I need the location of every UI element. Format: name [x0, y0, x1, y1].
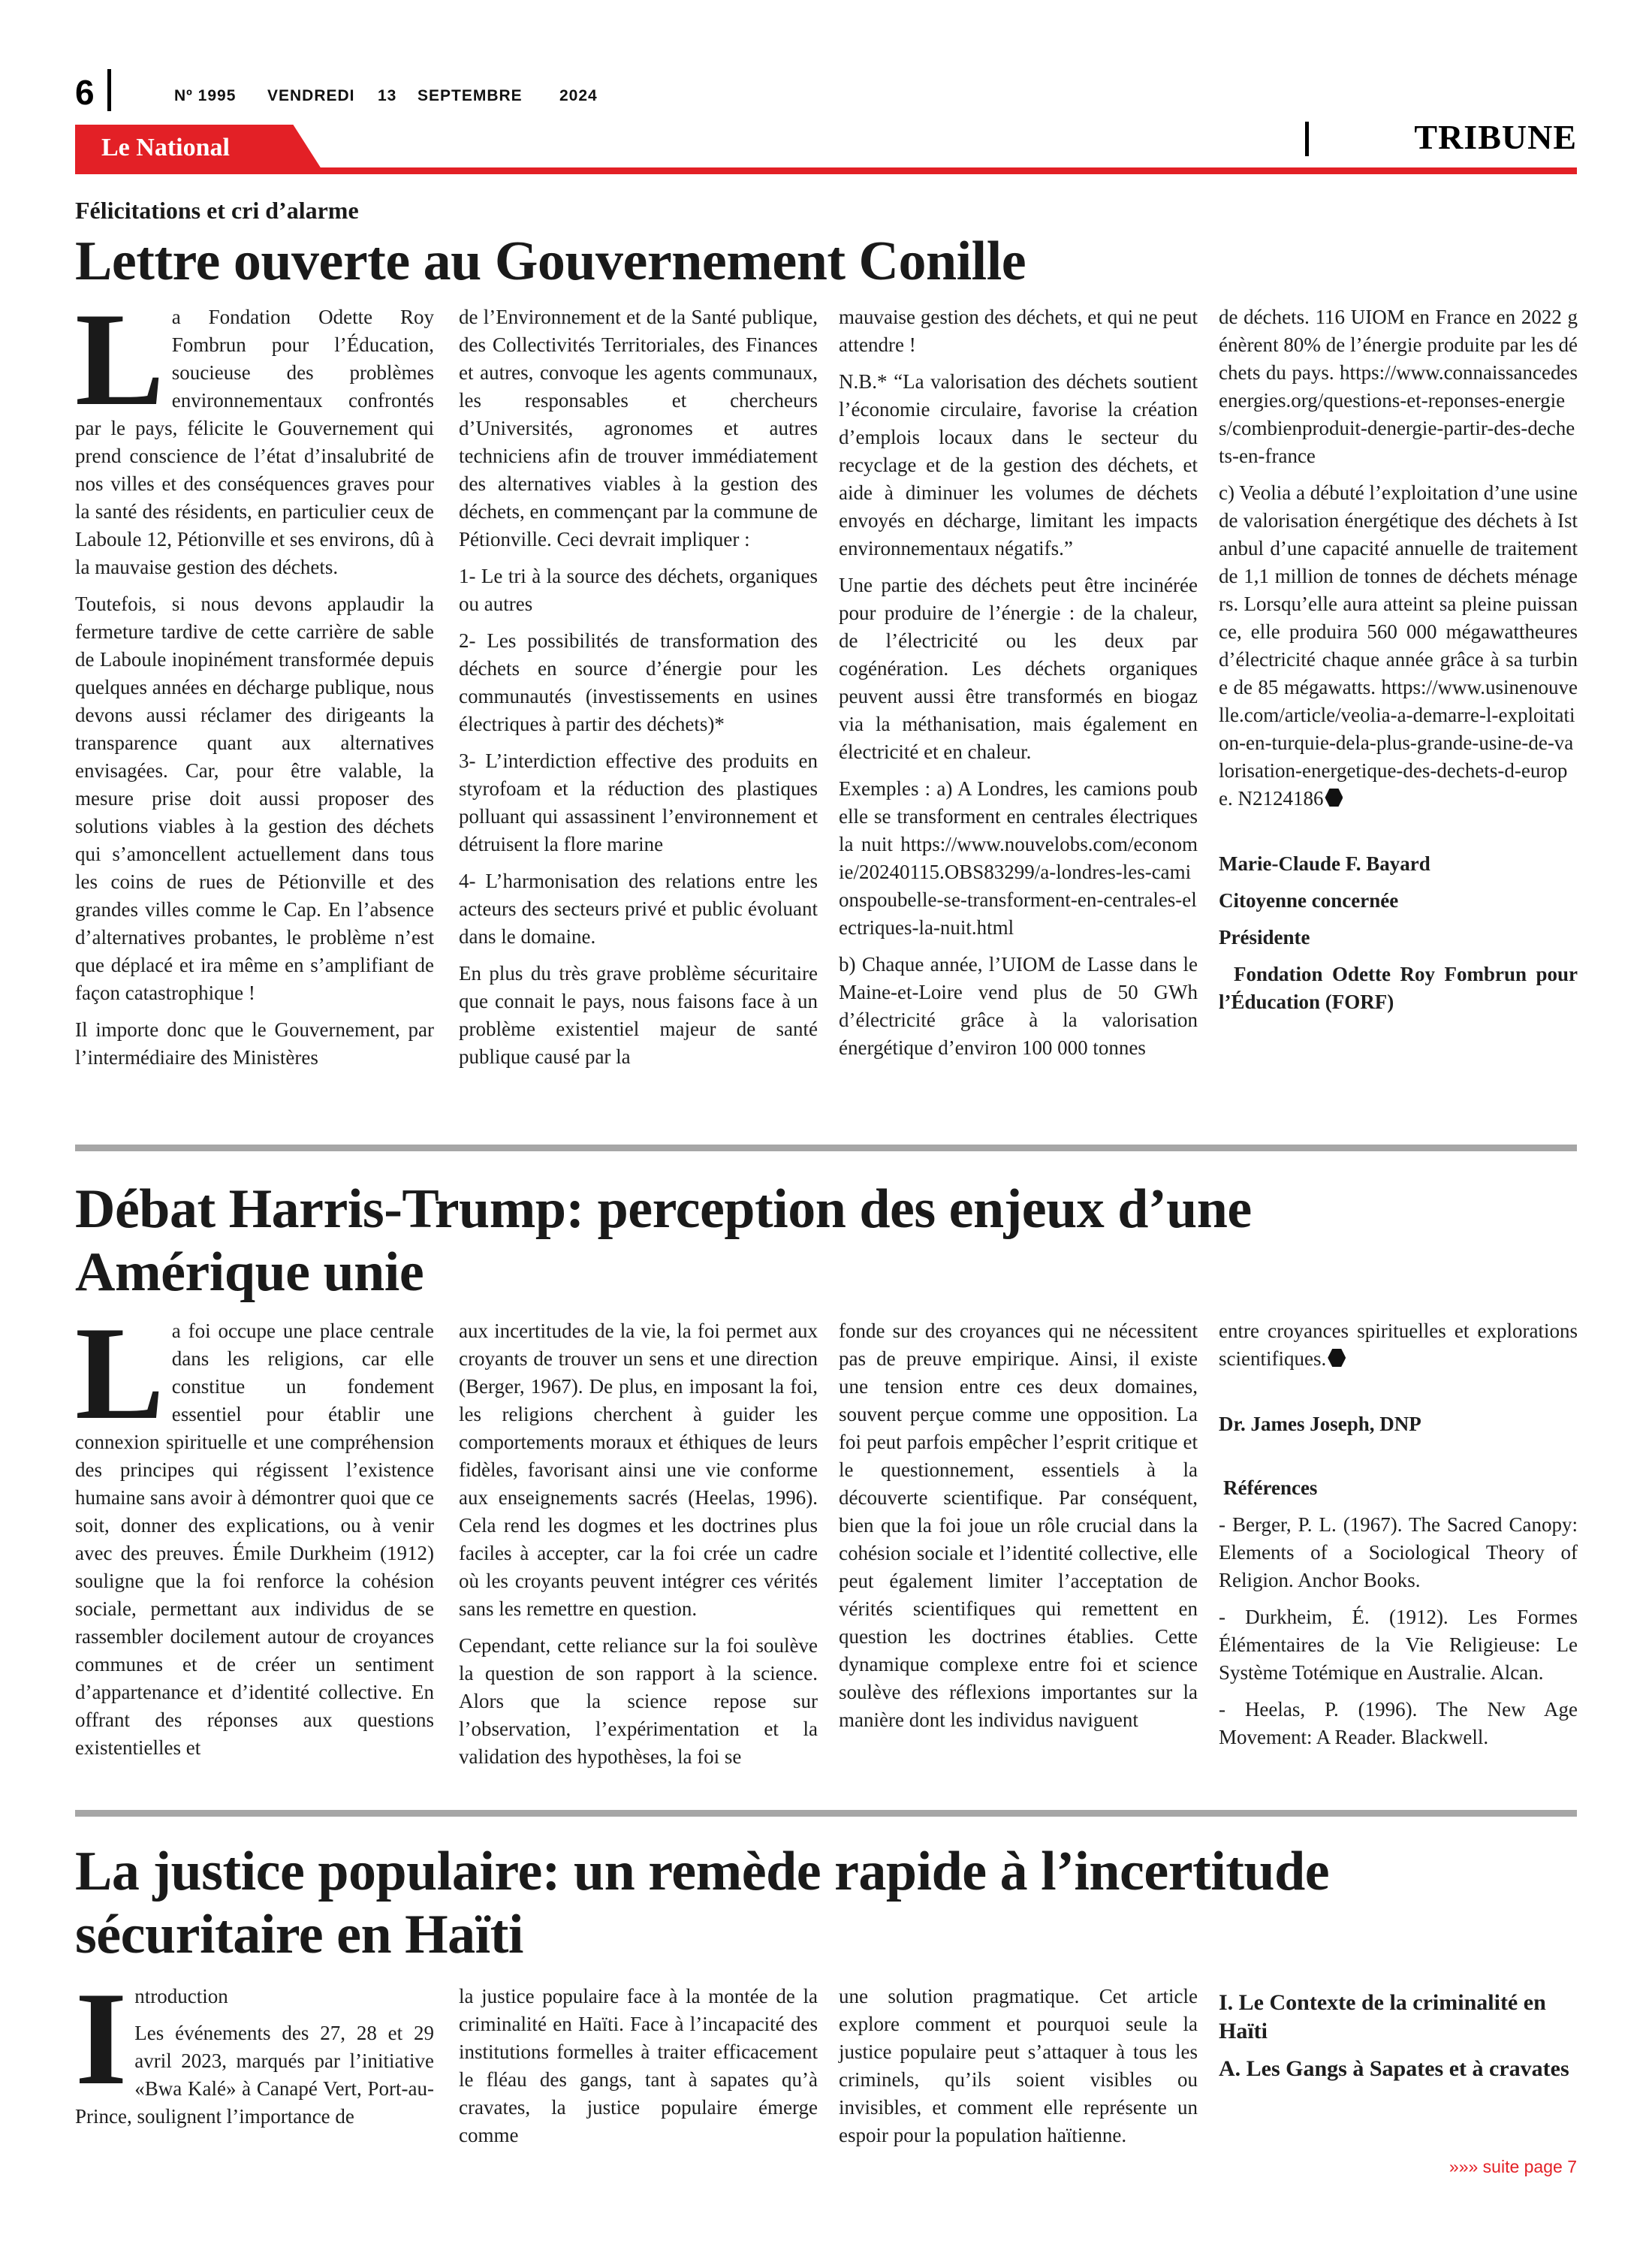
- paragraph: entre croyances spirituelles et explorations scientifiques.: [1219, 1320, 1578, 1370]
- signature-name: Marie-Claude F. Bayard: [1219, 852, 1430, 875]
- end-of-article-icon: [1328, 1349, 1346, 1367]
- paragraph: de déchets. 116 UIOM en France en 2022 génèrent 80% de l’énergie produite par les déchets du pays. https://www.connaissancedesenergies.org/questions-et-reponses-energies/combienproduit-denergie-partir-des-dechets-en-france: [1219, 306, 1578, 467]
- end-of-article-icon: [1325, 789, 1343, 807]
- article1-column-3: [839, 303, 1198, 1071]
- page-number-divider: [107, 69, 111, 111]
- article2-column-2: [459, 1317, 818, 1780]
- article1-column-4: [1219, 303, 1578, 1025]
- paragraph: de l’Environnement et de la Santé publique, des Collectivités Territoriales, des Finances et autres, convoque les agents communaux, les responsables et chercheurs d’Universités, agronomes et autres techniciens afin de trouver immédiatement des alternatives viables à la gestion des déchets, en commençant par la commune de Pétionville. Ceci devrait impliquer :: [459, 306, 818, 550]
- article3-column-3: [839, 1983, 1198, 2158]
- article2-drop-cap: L: [75, 1298, 164, 1447]
- article3-title-line1: La justice populaire: un remède rapide à l’incertitude: [75, 1841, 1330, 1902]
- issue-day: 13: [378, 87, 397, 104]
- list-item: 4- L’harmonisation des relations entre les acteurs des secteurs privé et public évoluant dans le domaine.: [459, 870, 818, 948]
- paragraph: a Fondation Odette Roy Fombrun pour l’Éducation, soucieuse des problèmes environnementaux confrontés par le pays, félicite le Gouvernement qui prend conscience de l’état d’insalubrité de nos villes et des conséquences graves pour la santé des résidents, en particulier ceux de Laboule 12, Pétionville et ses environs, dû à la mauvaise gestion des déchets.: [75, 306, 434, 578]
- references-title: Références: [1223, 1476, 1318, 1499]
- article2-title-line1: Débat Harris-Trump: perception des enjeux d’une: [75, 1178, 1252, 1240]
- article1-title: Lettre ouverte au Gouvernement Conille: [75, 231, 1026, 292]
- article2-column-1: [75, 1298, 434, 1771]
- paragraph: la justice populaire face à la montée de la criminalité en Haïti. Face à l’incapacité des institutions formelles à traiter efficacement le fléau des gangs, tant à sapates qu’à cravates, la justice populaire émerge comme: [459, 1985, 818, 2146]
- subheading: I. Le Contexte de la criminalité en Haïti: [1219, 1990, 1546, 2043]
- paragraph: N.B.* “La valorisation des déchets soutient l’économie circulaire, favorise la création d’emplois locaux dans le secteur du recyclage et de la gestion des déchets, et aide à diminuer les volumes de déchets envoyés en décharge, limitant les impacts environnementaux négatifs.”: [839, 370, 1198, 559]
- paragraph: Une partie des déchets peut être incinérée pour produire de l’énergie : de la chaleur, de l’électricité ou les deux par cogénération. Les déchets organiques peuvent aussi être transformés en biogaz via la méthanisation, mais également en électricité et en chaleur.: [839, 574, 1198, 763]
- list-item: 1- Le tri à la source des déchets, organiques ou autres: [459, 565, 818, 615]
- paragraph: Exemples : a) A Londres, les camions poubelle se transforment en centrales électriques la nuit https://www.nouvelobs.com/economie/20240115.OBS83299/a-londres-les-camionspoubelle-se-transforment-en-centrales-electriques-la-nuit.html: [839, 777, 1198, 939]
- paragraph: a foi occupe une place centrale dans les religions, car elle constitue un fondement essentiel pour établir une connexion spirituelle et une compréhension des principes qui régissent l’existence humaine sans avoir à démontrer quoi que ce soit, donner des explications, ou à venir avec des preuves. Émile Durkheim (1912) souligne que la foi renforce la cohésion sociale, permettant aux individus de se rassembler docilement autour de croyances communes et de créer un sentiment d’appartenance et d’identité collective. En offrant des réponses aux questions existentielles et: [75, 1320, 434, 1759]
- signature-organization: Fondation Odette Roy Fombrun pour l’Éducation (FORF): [1219, 963, 1578, 1013]
- reference-item: - Heelas, P. (1996). The New Age Movement: A Reader. Blackwell.: [1219, 1698, 1578, 1748]
- article3-column-2: [459, 1983, 818, 2158]
- issue-weekday: VENDREDI: [267, 87, 355, 104]
- subheading: A. Les Gangs à Sapates et à cravates: [1219, 2056, 1569, 2081]
- list-item: 3- L’interdiction effective des produits en styrofoam et la réduction des plastiques polluant qui assassinent l’environnement et détruisent la flore marine: [459, 749, 818, 855]
- article2-column-3: [839, 1317, 1198, 1743]
- article2-author: Dr. James Joseph, DNP: [1219, 1413, 1421, 1435]
- article1-kicker: Félicitations et cri d’alarme: [75, 197, 359, 224]
- article2-column-4: [1219, 1317, 1578, 1760]
- article3-title-line2: sécuritaire en Haïti: [75, 1904, 523, 1965]
- list-item: 2- Les possibilités de transformation des déchets en source d’énergie pour les communautés (investissements en usines électriques à partir des déchets)*: [459, 629, 818, 735]
- section-label: TRIBUNE: [1414, 118, 1577, 156]
- article1-drop-cap: L: [75, 285, 164, 433]
- article-separator: [75, 1145, 1577, 1151]
- article3-title: [75, 1840, 1329, 1966]
- paragraph: b) Chaque année, l’UIOM de Lasse dans le Maine-et-Loire vend plus de 50 GWh d’électricité grâce à la valorisation énergétique d’environ 100 000 tonnes: [839, 953, 1198, 1059]
- paragraph: Il importe donc que le Gouvernement, par l’intermédiaire des Ministères: [75, 1018, 434, 1069]
- continued-link[interactable]: »»» suite page 7: [1449, 2157, 1577, 2176]
- paragraph: Toutefois, si nous devons applaudir la fermeture tardive de cette carrière de sable de Laboule inopinément transformée depuis quelques années en décharge publique, nous devons aussi réclamer des dirigeants la transparence quant aux alternatives envisagées. Car, pour être valable, la mesure prise doit aussi proposer des solutions viables à la gestion des déchets qui s’amoncellent actuellement dans tous les coins de rues de Pétionville et des grandes villes comme le Cap. En l’absence d’alternatives probantes, le problème n’est que déplacé et ira même en s’amplifiant de façon catastrophique !: [75, 593, 434, 1004]
- issue-number: Nº 1995: [174, 87, 237, 104]
- article2-title: [75, 1178, 1252, 1304]
- paragraph: Les événements des 27, 28 et 29 avril 2023, marqués par l’initiative «Bwa Kalé» à Canapé Vert, Port-au-Prince, soulignent l’importance de: [75, 2022, 434, 2128]
- paragraph: mauvaise gestion des déchets, et qui ne peut attendre !: [839, 306, 1198, 356]
- paragraph: fonde sur des croyances qui ne nécessitent pas de preuve empirique. Ainsi, il existe une tension entre ces deux domaines, souvent perçue comme une opposition. La foi peut parfois empêcher l’esprit critique et le questionnement, essentiels à la découverte scientifique. Par conséquent, bien que la foi joue un rôle crucial dans la cohésion sociale et l’identité collective, elle peut également limiter l’acceptation de vérités scientifiques qui remettent en question les doctrines établies. Cette dynamique complexe entre foi et science soulève des réflexions importantes sur la manière dont les individus naviguent: [839, 1320, 1198, 1731]
- paragraph: une solution pragmatique. Cet article explore comment et pourquoi seule la justice populaire peut s’attaquer à tous les criminels, qu’ils soient visibles ou invisibles, et comment elle représente un espoir pour la population haïtienne.: [839, 1985, 1198, 2146]
- signature-role: Citoyenne concernée: [1219, 889, 1399, 912]
- article1-column-1: [75, 285, 434, 1081]
- paragraph: c) Veolia a débuté l’exploitation d’une usine de valorisation énergétique des déchets à Istanbul d’une capacité annuelle de traitement de 1,1 million de tonnes de déchets ménagers. Lorsqu’elle aura atteint sa pleine puissance, elle produira 560 000 mégawattheures d’électricité chaque année grâce à sa turbine de 85 mégawatts. https://www.usinenouvelle.com/article/veolia-a-demarre-l-exploitation-en-turquie-dela-plus-grande-usine-de-valorisation-energetique-des-dechets-d-europe. N2124186: [1219, 481, 1578, 810]
- page-number: 6: [75, 73, 95, 112]
- paragraph: Cependant, cette reliance sur la foi soulève la question de son rapport à la science. Alors que la science repose sur l’observation, l’expérimentation et la validation des hypothèses, la foi se: [459, 1634, 818, 1768]
- brand-name: Le National: [101, 134, 230, 161]
- article3-column-1: [75, 1964, 434, 2140]
- article3-drop-cap: I: [75, 1964, 128, 2113]
- article2-title-line2: Amérique unie: [75, 1241, 424, 1303]
- reference-item: - Berger, P. L. (1967). The Sacred Canopy: Elements of a Sociological Theory of Religion. Anchor Books.: [1219, 1513, 1578, 1591]
- issue-year: 2024: [559, 87, 598, 104]
- article-separator: [75, 1810, 1577, 1817]
- paragraph: En plus du très grave problème sécuritaire que connait le pays, nous faisons face à un problème existentiel majeur de santé publique causé par la: [459, 962, 818, 1068]
- section-divider: [1305, 122, 1309, 156]
- issue-month: SEPTEMBRE: [418, 87, 523, 104]
- intro-label: ntroduction: [134, 1985, 228, 2007]
- article1-column-2: [459, 303, 818, 1080]
- reference-item: - Durkheim, É. (1912). Les Formes Élémentaires de la Vie Religieuse: Le Système Totémique en Australie. Alcan.: [1219, 1606, 1578, 1684]
- paragraph: aux incertitudes de la vie, la foi permet aux croyants de trouver un sens et une direction (Berger, 1967). De plus, en imposant la foi, les religions cherchent à guider les comportements moraux et éthiques de leurs fidèles, favorisant ainsi une vie conforme aux enseignements sacrés (Heelas, 1996). Cela rend les dogmes et les doctrines plus faciles à accepter, car la foi crée un cadre où les croyants peuvent intégrer ces vérités sans les remettre en question.: [459, 1320, 818, 1620]
- article3-column-4: [1219, 1989, 1578, 2092]
- signature-title: Présidente: [1219, 926, 1310, 949]
